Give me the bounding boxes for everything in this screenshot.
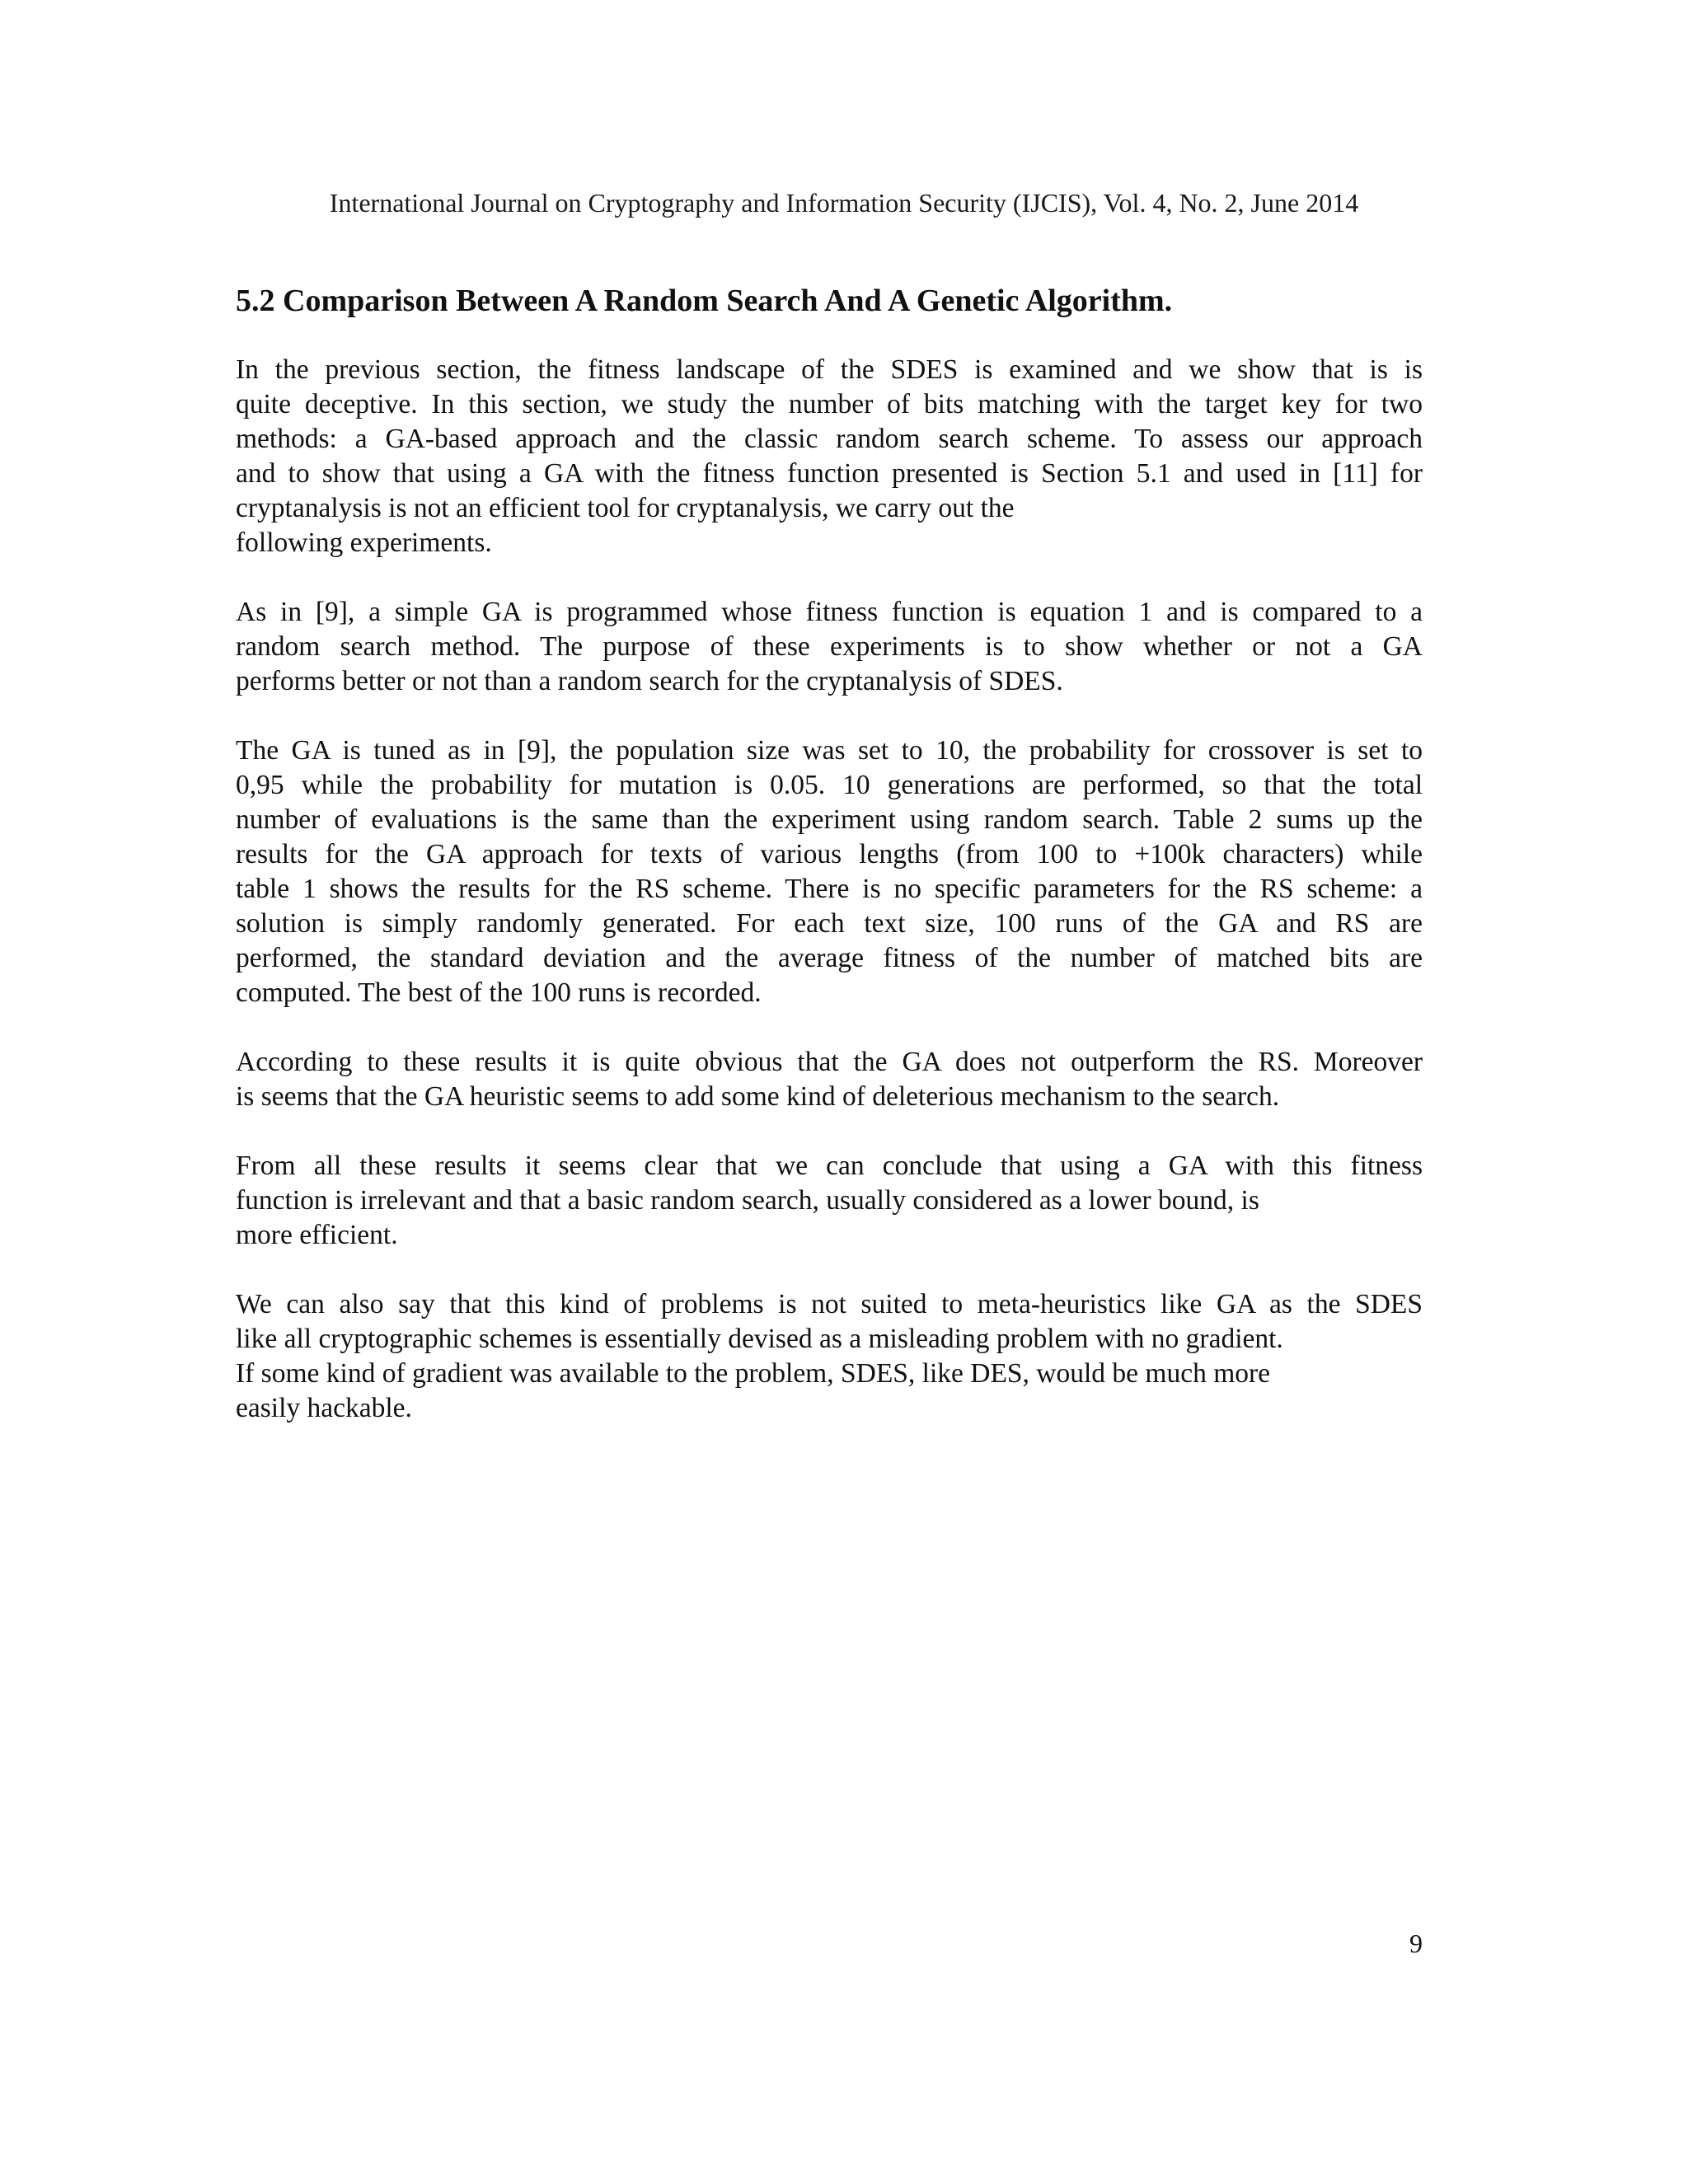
page-body: [236, 280, 1423, 1460]
text-line: performed, the standard deviation and the average fitness of the number of matched bits are: [236, 943, 1423, 973]
text-line: If some kind of gradient was available to the problem, SDES, like DES, would be much more: [236, 1358, 1271, 1389]
text-line: results for the GA approach for texts of various lengths (from 100 to +100k characters) while: [236, 839, 1423, 869]
paragraph-2: [236, 595, 1423, 699]
section-heading: 5.2 Comparison Between A Random Search And A Genetic Algorithm.: [236, 284, 1173, 318]
text-line: more efficient.: [236, 1220, 398, 1250]
text-line: number of evaluations is the same than the experiment using random search. Table 2 sums up the: [236, 804, 1423, 835]
text-line: 0,95 while the probability for mutation is 0.05. 10 generations are performed, so that the total: [236, 770, 1423, 800]
text-line: From all these results it seems clear that we can conclude that using a GA with this fitness: [236, 1151, 1423, 1181]
paragraph-6: [236, 1287, 1423, 1426]
text-line: As in [9], a simple GA is programmed whose fitness function is equation 1 and is compared to a: [236, 597, 1423, 627]
running-header: International Journal on Cryptography and Information Security (IJCIS), Vol. 4, No. 2, June 2014: [329, 188, 1359, 218]
text-line: We can also say that this kind of problems is not suited to meta-heuristics like GA as the SDES: [236, 1289, 1423, 1319]
text-line: According to these results it is quite obvious that the GA does not outperform the RS. Moreover: [236, 1047, 1423, 1077]
text-line: function is irrelevant and that a basic random search, usually considered as a lower bound, is: [236, 1185, 1259, 1216]
text-line: performs better or not than a random search for the cryptanalysis of SDES.: [236, 666, 1063, 696]
text-line: and to show that using a GA with the fitness function presented is Section 5.1 and used in [11] for: [236, 458, 1423, 489]
text-line: easily hackable.: [236, 1393, 412, 1423]
text-line: like all cryptographic schemes is essentially devised as a misleading problem with no gradient.: [236, 1324, 1283, 1354]
paragraph-5: [236, 1149, 1423, 1253]
text-line: table 1 shows the results for the RS scheme. There is no specific parameters for the RS scheme: a: [236, 874, 1423, 904]
paragraph-3: [236, 733, 1423, 1010]
paragraph-1: [236, 353, 1423, 560]
text-line: methods: a GA-based approach and the classic random search scheme. To assess our approach: [236, 424, 1423, 454]
text-line: cryptanalysis is not an efficient tool for cryptanalysis, we carry out the: [236, 493, 1015, 523]
text-line: computed. The best of the 100 runs is recorded.: [236, 977, 762, 1008]
text-line: random search method. The purpose of these experiments is to show whether or not a GA: [236, 631, 1423, 662]
text-line: solution is simply randomly generated. For each text size, 100 runs of the GA and RS are: [236, 908, 1423, 939]
page-number: 9: [1409, 1929, 1423, 1958]
text-line: following experiments.: [236, 527, 492, 558]
text-line: The GA is tuned as in [9], the population size was set to 10, the probability for crossover is set to: [236, 735, 1423, 766]
text-line: is seems that the GA heuristic seems to add some kind of deleterious mechanism to the search.: [236, 1081, 1280, 1112]
text-line: quite deceptive. In this section, we study the number of bits matching with the target key for two: [236, 389, 1423, 419]
text-line: In the previous section, the fitness landscape of the SDES is examined and we show that is is: [236, 354, 1423, 385]
paragraph-4: [236, 1045, 1423, 1114]
